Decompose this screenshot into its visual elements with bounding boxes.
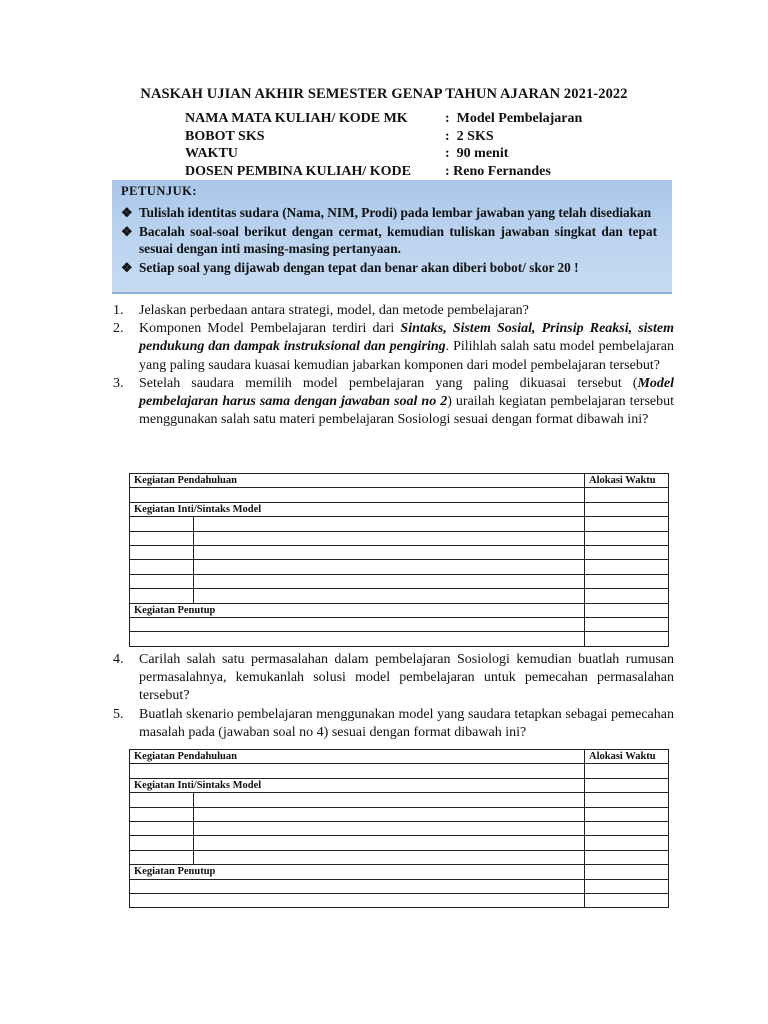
table-cell[interactable] bbox=[130, 793, 194, 807]
table-header-pendahuluan: Kegiatan Pendahuluan bbox=[130, 474, 585, 488]
table-header-inti: Kegiatan Inti/Sintaks Model bbox=[130, 502, 585, 516]
instruction-text: Setiap soal yang dijawab dengan tepat dan benar akan diberi bobot/ skor 20 ! bbox=[139, 260, 579, 275]
table-header-pendahuluan: Kegiatan Pendahuluan bbox=[130, 750, 585, 764]
info-value: : 90 menit bbox=[445, 146, 509, 161]
question-4 bbox=[113, 651, 674, 706]
table-cell[interactable] bbox=[130, 560, 194, 574]
question-5 bbox=[113, 706, 674, 742]
diamond-bullet-icon: ❖ bbox=[121, 224, 133, 239]
table-cell[interactable] bbox=[585, 502, 669, 516]
table-header-alokasi: Alokasi Waktu bbox=[585, 474, 669, 488]
table-cell[interactable] bbox=[194, 531, 585, 545]
table-cell[interactable] bbox=[130, 821, 194, 835]
instructions-heading: PETUNJUK: bbox=[121, 184, 198, 198]
table-cell[interactable] bbox=[585, 865, 669, 879]
table-cell[interactable] bbox=[585, 836, 669, 850]
instruction-item bbox=[121, 259, 664, 276]
question-emphasis: Model pembelajaran harus sama dengan jawaban soal no 2 bbox=[139, 375, 674, 410]
question-number: 1. bbox=[113, 303, 124, 318]
question-3 bbox=[113, 375, 674, 430]
lesson-plan-table-1 bbox=[129, 473, 669, 647]
table-cell[interactable] bbox=[585, 589, 669, 603]
table-cell[interactable] bbox=[585, 807, 669, 821]
instruction-text: Bacalah soal-soal berikut dengan cermat, kemudian tuliskan jawaban singkat dan tepat sesuai dengan inti masing-masing pertanyaan. bbox=[139, 224, 657, 256]
table-row bbox=[130, 764, 669, 778]
instruction-item bbox=[121, 223, 664, 257]
question-text-post: . Pilihlah salah satu model pembelajaran yang paling saudara kuasai kemudian jabarkan komponen dari model pembelajaran tersebut? bbox=[139, 339, 674, 373]
table-header-penutup: Kegiatan Penutup bbox=[130, 865, 585, 879]
question-list-2 bbox=[113, 651, 674, 742]
question-1 bbox=[113, 302, 674, 320]
info-row-course bbox=[185, 110, 582, 128]
question-list-1 bbox=[113, 302, 674, 429]
table-row bbox=[130, 574, 669, 588]
table-cell[interactable] bbox=[130, 517, 194, 531]
question-text bbox=[139, 375, 674, 430]
table-row bbox=[130, 850, 669, 864]
table-row bbox=[130, 617, 669, 631]
info-label: WAKTU bbox=[185, 146, 238, 161]
table-cell[interactable] bbox=[585, 545, 669, 559]
table-cell[interactable] bbox=[130, 531, 194, 545]
question-text: Buatlah skenario pembelajaran menggunakan model yang saudara tetapkan sebagai pemecahan masalah pada (jawaban soal no 4) sesuai dengan format dibawah ini? bbox=[139, 706, 674, 740]
table-cell[interactable] bbox=[194, 850, 585, 864]
table-cell[interactable] bbox=[585, 488, 669, 502]
table-cell[interactable] bbox=[130, 488, 585, 502]
diamond-bullet-icon: ❖ bbox=[121, 260, 133, 275]
table-row bbox=[130, 893, 669, 907]
table-cell[interactable] bbox=[585, 632, 669, 646]
diamond-bullet-icon: ❖ bbox=[121, 205, 133, 220]
table-header-penutup: Kegiatan Penutup bbox=[130, 603, 585, 617]
lesson-plan-table-2 bbox=[129, 749, 669, 908]
table-row bbox=[130, 545, 669, 559]
table-row bbox=[130, 560, 669, 574]
instruction-item bbox=[121, 204, 664, 221]
table-row bbox=[130, 488, 669, 502]
table-cell[interactable] bbox=[194, 545, 585, 559]
question-number: 2. bbox=[113, 321, 124, 337]
table-cell[interactable] bbox=[130, 574, 194, 588]
table-header-inti: Kegiatan Inti/Sintaks Model bbox=[130, 778, 585, 792]
table-cell[interactable] bbox=[130, 589, 194, 603]
course-info bbox=[185, 110, 582, 180]
table-cell[interactable] bbox=[130, 807, 194, 821]
table-cell[interactable] bbox=[585, 821, 669, 835]
instruction-text: Tulislah identitas sudara (Nama, NIM, Prodi) pada lembar jawaban yang telah disediakan bbox=[139, 205, 652, 220]
info-value: : 2 SKS bbox=[445, 128, 494, 144]
question-text: Jelaskan perbedaan antara strategi, model, dan metode pembelajaran? bbox=[139, 303, 529, 318]
table-cell[interactable] bbox=[585, 879, 669, 893]
table-cell[interactable] bbox=[130, 850, 194, 864]
table-row bbox=[130, 836, 669, 850]
table-cell[interactable] bbox=[194, 836, 585, 850]
table-cell[interactable] bbox=[585, 793, 669, 807]
question-number: 4. bbox=[113, 652, 124, 667]
info-value: : Model Pembelajaran bbox=[445, 111, 583, 126]
table-row bbox=[130, 879, 669, 893]
info-label: BOBOT SKS bbox=[185, 128, 265, 144]
table-cell[interactable] bbox=[130, 893, 585, 907]
question-number: 5. bbox=[113, 706, 124, 722]
question-emphasis: Sintaks, Sistem Sosial, Prinsip Reaksi, sistem pendukung dan dampak instruksional dan pengiring bbox=[139, 321, 674, 355]
table-cell[interactable] bbox=[585, 850, 669, 864]
info-row-sks bbox=[185, 128, 582, 146]
table-cell[interactable] bbox=[194, 821, 585, 835]
question-number: 3. bbox=[113, 375, 124, 391]
table-cell[interactable] bbox=[194, 807, 585, 821]
table-cell[interactable] bbox=[130, 764, 585, 778]
info-value: : Reno Fernandes bbox=[445, 163, 551, 179]
table-row bbox=[130, 793, 669, 807]
table-row bbox=[130, 821, 669, 835]
question-text: Carilah salah satu permasalahan dalam pembelajaran Sosiologi kemudian buatlah rumusan permasalahnya, kemukanlah solusi model pembelajaran untuk pemecahan permasalahan tersebut? bbox=[139, 652, 674, 704]
table-cell[interactable] bbox=[130, 617, 585, 631]
table-cell[interactable] bbox=[585, 603, 669, 617]
table-cell[interactable] bbox=[585, 517, 669, 531]
table-cell[interactable] bbox=[130, 879, 585, 893]
table-cell[interactable] bbox=[194, 560, 585, 574]
table-cell[interactable] bbox=[130, 545, 194, 559]
table-cell[interactable] bbox=[194, 517, 585, 531]
table-row bbox=[130, 517, 669, 531]
exam-title: NASKAH UJIAN AKHIR SEMESTER GENAP TAHUN AJARAN 2021-2022 bbox=[140, 86, 628, 102]
table-row bbox=[130, 531, 669, 545]
table-cell[interactable] bbox=[130, 836, 194, 850]
table-cell[interactable] bbox=[585, 560, 669, 574]
table-row bbox=[130, 632, 669, 646]
table-cell[interactable] bbox=[585, 531, 669, 545]
info-label: DOSEN PEMBINA KULIAH/ KODE bbox=[185, 163, 411, 179]
table-cell[interactable] bbox=[585, 778, 669, 792]
table-cell[interactable] bbox=[585, 574, 669, 588]
info-row-lecturer bbox=[185, 163, 582, 181]
table-cell[interactable] bbox=[194, 793, 585, 807]
table-row bbox=[130, 589, 669, 603]
table-cell[interactable] bbox=[194, 589, 585, 603]
info-label: NAMA MATA KULIAH/ KODE MK bbox=[185, 111, 408, 126]
table-cell[interactable] bbox=[130, 632, 585, 646]
question-text bbox=[139, 320, 674, 375]
question-text-post: ) urailah kegiatan pembelajaran tersebut menggunakan salah satu materi pembelajaran Sosiologi sesuai dengan format dibawah ini? bbox=[139, 394, 675, 428]
table-header-alokasi: Alokasi Waktu bbox=[585, 750, 669, 764]
table-cell[interactable] bbox=[585, 764, 669, 778]
table-row bbox=[130, 807, 669, 821]
question-text-pre: Setelah saudara memilih model pembelajaran yang paling dikuasai tersebut ( bbox=[139, 375, 638, 391]
table-cell[interactable] bbox=[194, 574, 585, 588]
table-cell[interactable] bbox=[585, 617, 669, 631]
info-row-time bbox=[185, 145, 582, 163]
question-text-pre: Komponen Model Pembelajaran terdiri dari bbox=[139, 321, 401, 337]
table-cell[interactable] bbox=[585, 893, 669, 907]
instructions-box bbox=[112, 180, 672, 294]
question-2 bbox=[113, 320, 674, 375]
